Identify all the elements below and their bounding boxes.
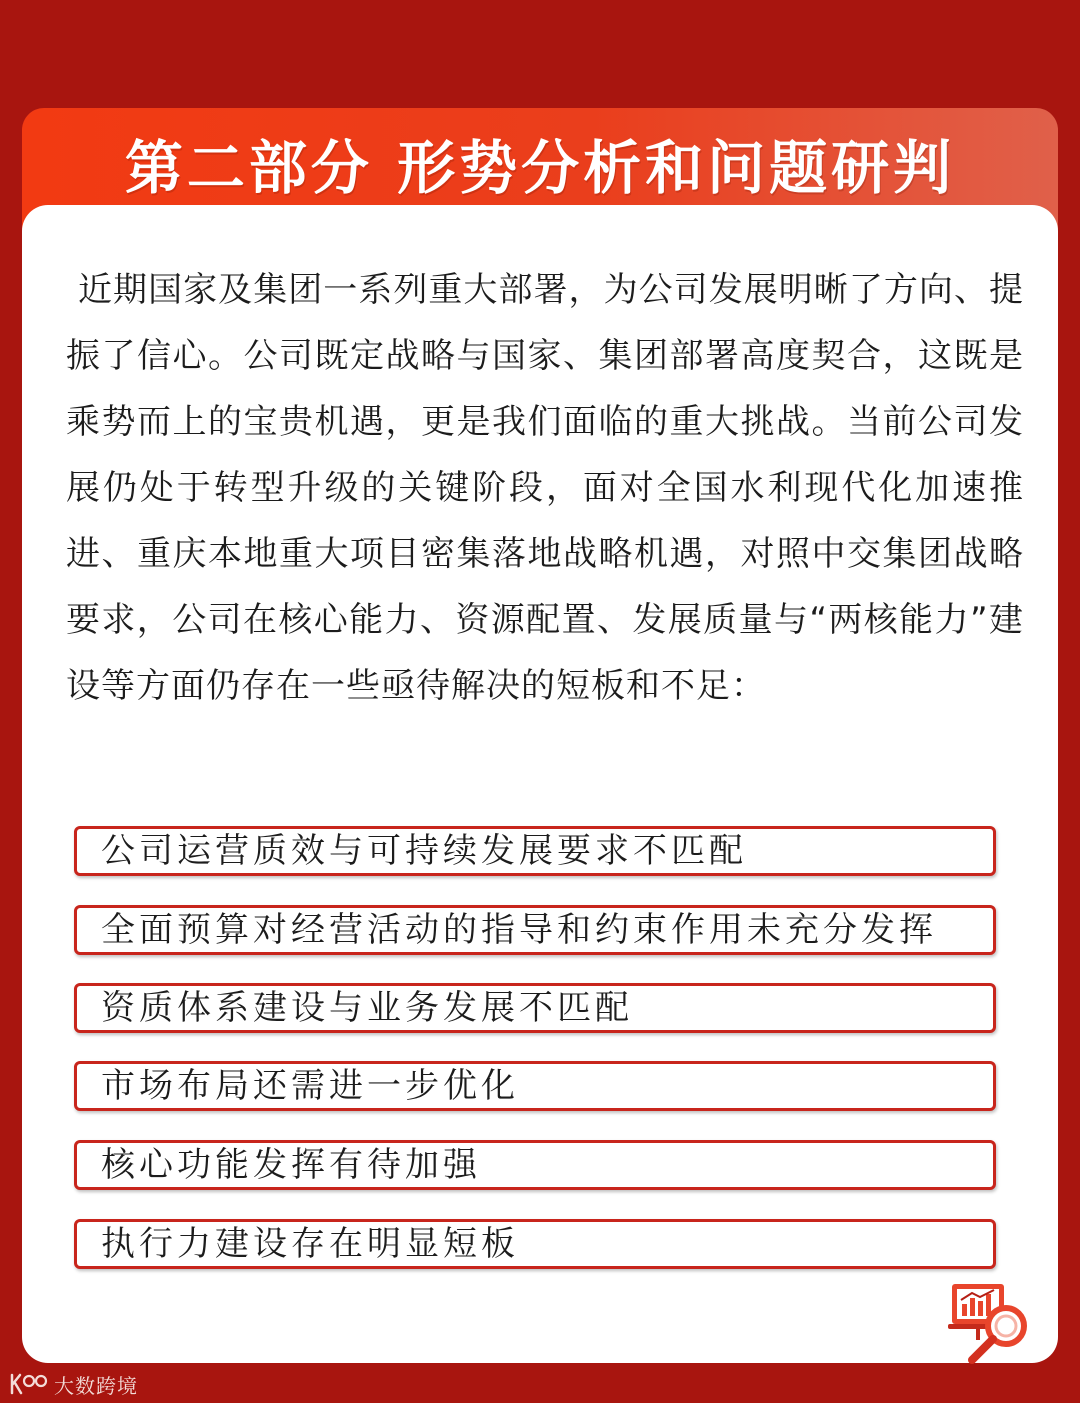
issue-item-3 (74, 983, 996, 1033)
issue-text: 资质体系建设与业务发展不匹配 (101, 988, 633, 1028)
watermark (8, 1368, 138, 1400)
watermark-text: 大数跨境 (54, 1373, 138, 1398)
issue-text: 执行力建设存在明显短板 (101, 1224, 519, 1264)
report-magnifier-icon (944, 1278, 1034, 1364)
issue-text: 全面预算对经营活动的指导和约束作用未充分发挥 (101, 910, 937, 950)
issue-item-4 (74, 1061, 996, 1111)
issue-text: 市场布局还需进一步优化 (101, 1066, 519, 1106)
issue-item-6 (74, 1219, 996, 1269)
intro-paragraph: 近期国家及集团一系列重大部署，为公司发展明晰了方向、提振了信心。公司既定战略与国家、集团部署高度契合，这既是乘势而上的宝贵机遇，更是我们面临的重大挑战。当前公司发展仍处于转型升级的关键阶段，面对全国水利现代化加速推进、重庆本地重大项目密集落地战略机遇，对照中交集团战略要求，公司在核心能力、资源配置、发展质量与“两核能力”建设等方面仍存在一些亟待解决的短板和不足： (66, 270, 1024, 706)
section-title: 第二部分 形势分析和问题研判 (124, 134, 956, 202)
issue-item-5 (74, 1140, 996, 1190)
issue-item-1 (74, 826, 996, 876)
issue-text: 核心功能发挥有待加强 (101, 1145, 481, 1185)
watermark-logo-icon (8, 1371, 50, 1397)
issue-text: 公司运营质效与可持续发展要求不匹配 (101, 831, 747, 871)
content-card (22, 205, 1058, 1363)
issue-item-2 (74, 905, 996, 955)
